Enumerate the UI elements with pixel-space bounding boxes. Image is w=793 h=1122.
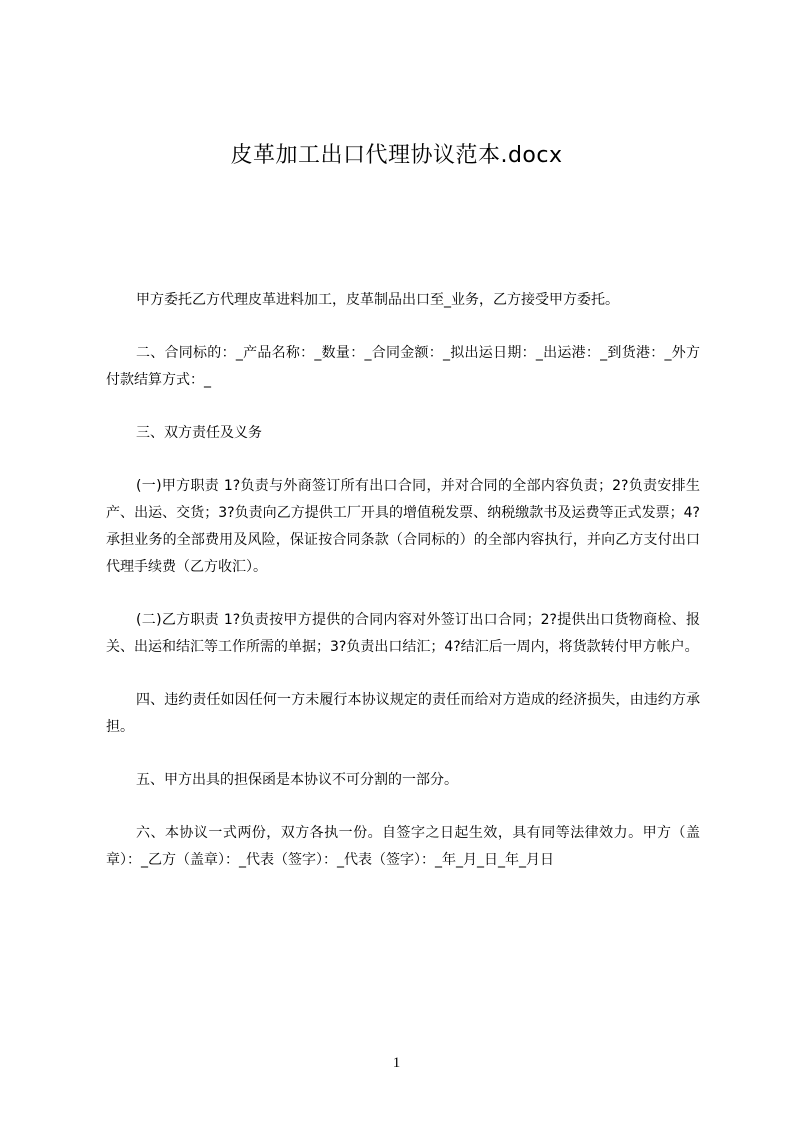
paragraph-contract-subject: 二、合同标的：_产品名称：_数量：_合同金额：_拟出运日期：_出运港：_到货港：_外方付款结算方式：_ (106, 345, 700, 388)
paragraph-party-a-duties: (一)甲方职责 1?负责与外商签订所有出口合同，并对合同的全部内容负责；2?负责安排生产、出运、交货；3?负责向乙方提供工厂开具的增值税发票、纳税缴款书及运费等正式发票；4?承担业务的全部费用及风险，保证按合同条款（合同标的）的全部内容执行，并向乙方支付出口代理手续费（乙方收汇）。 (106, 478, 700, 575)
document-body (106, 287, 700, 900)
paragraph-liability: 四、违约责任如因任何一方未履行本协议规定的责任而给对方造成的经济损失，由违约方承担。 (106, 692, 700, 735)
page-number: 1 (392, 1055, 401, 1071)
document-title: 皮革加工出口代理协议范本.docx (230, 143, 563, 168)
paragraph-guarantee: 五、甲方出具的担保函是本协议不可分割的一部分。 (136, 772, 458, 788)
paragraph-intro: 甲方委托乙方代理皮革进料加工，皮革制品出口至_业务，乙方接受甲方委托。 (136, 292, 619, 308)
paragraph-signatures: 六、本协议一式两份，双方各执一份。自签字之日起生效，具有同等法律效力。甲方（盖章）：_乙方（盖章）：_代表（签字）：_代表（签字）：_年_月_日_年_月日 (106, 825, 700, 868)
paragraph-responsibilities-heading: 三、双方责任及义务 (136, 425, 262, 441)
paragraph-party-b-duties: (二)乙方职责 1?负责按甲方提供的合同内容对外签订出口合同；2?提供出口货物商检、报关、出运和结汇等工作所需的单据；3?负责出口结汇；4?结汇后一周内，将货款转付甲方帐户。 (106, 612, 700, 655)
